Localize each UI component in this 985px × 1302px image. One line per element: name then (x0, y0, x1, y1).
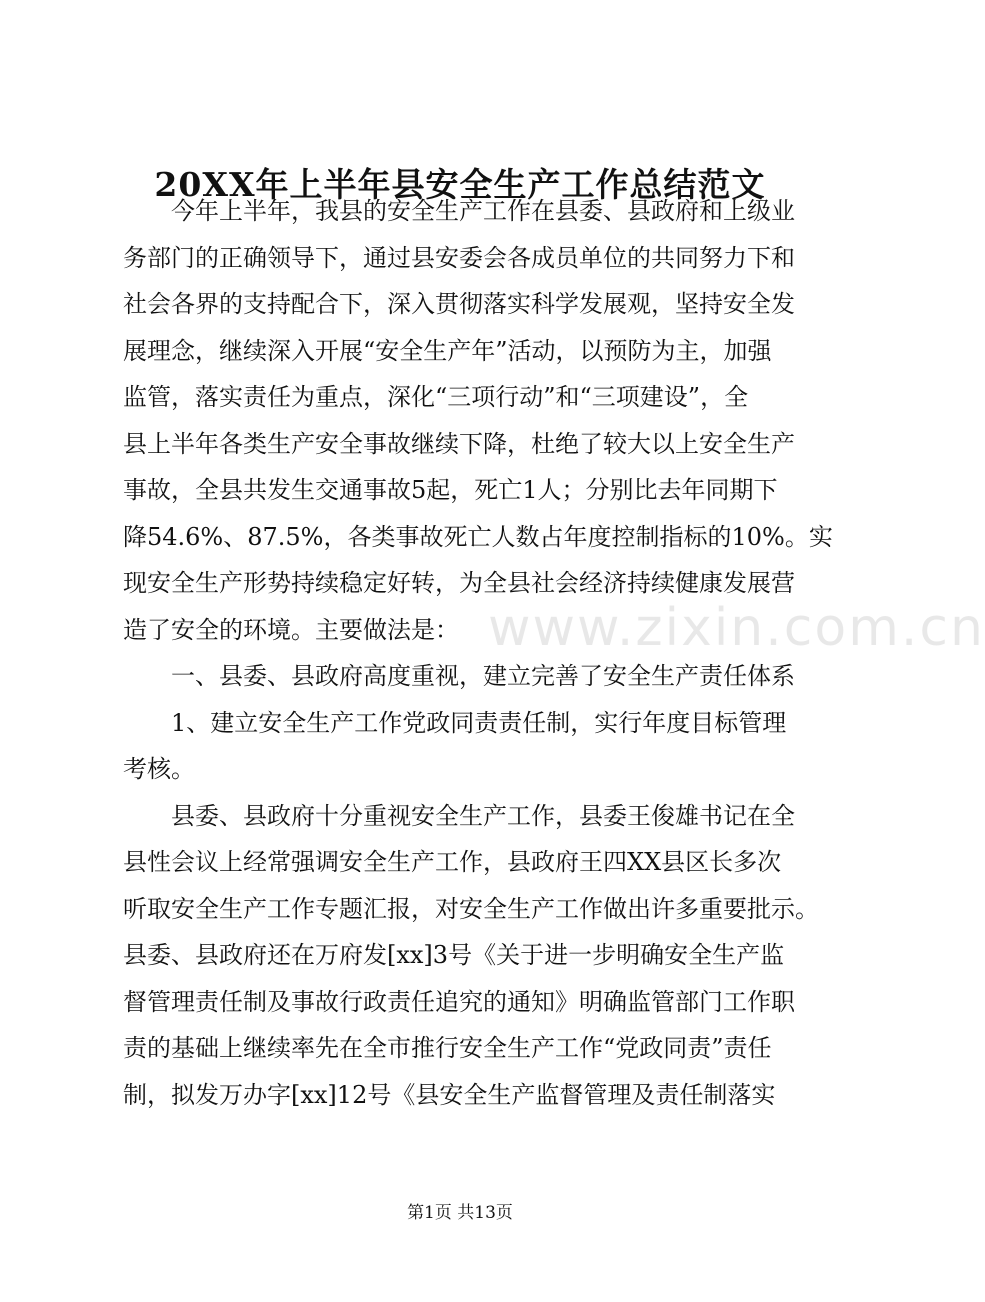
body-line: 督管理责任制及事故行政责任追究的通知》明确监管部门工作职 (123, 987, 795, 1016)
body-line: 县委、县政府十分重视安全生产工作，县委王俊雄书记在全 (123, 801, 795, 830)
body-line: 降54.6%、87.5%，各类事故死亡人数占年度控制指标的10%。实 (123, 522, 833, 551)
body-line: 县上半年各类生产安全事故继续下降，杜绝了较大以上安全生产 (123, 429, 795, 458)
body-line: 县委、县政府还在万府发[xx]3号《关于进一步明确安全生产监 (123, 941, 785, 969)
body-line: 制，拟发万办字[xx]12号《县安全生产监督管理及责任制落实 (123, 1080, 776, 1109)
section-heading: 一、县委、县政府高度重视，建立完善了安全生产责任体系 (123, 662, 795, 690)
body-line: 责的基础上继续率先在全市推行安全生产工作“党政同责”责任 (123, 1034, 772, 1062)
body-line: 事故，全县共发生交通事故5起，死亡1人；分别比去年同期下 (123, 476, 778, 504)
body-line: 务部门的正确领导下，通过县安委会各成员单位的共同努力下和 (123, 243, 795, 272)
body-line: 现安全生产形势持续稳定好转，为全县社会经济持续健康发展营 (123, 569, 795, 597)
body-line: 今年上半年，我县的安全生产工作在县委、县政府和上级业 (123, 197, 795, 225)
document-title: 20XX年上半年县安全生产工作总结范文 (154, 165, 766, 204)
watermark: www.zixin.com.cn (488, 598, 985, 658)
body-line: 展理念，继续深入开展“安全生产年”活动，以预防为主，加强 (123, 336, 772, 365)
page-number-footer: 第1页 共13页 (407, 1203, 513, 1223)
body-line: 考核。 (123, 755, 195, 783)
body-line: 社会各界的支持配合下，深入贯彻落实科学发展观，坚持安全发 (123, 290, 795, 318)
body-line: 听取安全生产工作专题汇报，对安全生产工作做出许多重要批示。 (123, 894, 819, 923)
body-line: 县性会议上经常强调安全生产工作，县政府王四XX县区长多次 (123, 848, 782, 876)
subsection-heading: 1、建立安全生产工作党政同责责任制，实行年度目标管理 (123, 708, 787, 737)
body-line: 造了安全的环境。主要做法是： (123, 615, 459, 644)
body-line: 监管，落实责任为重点，深化“三项行动”和“三项建设”，全 (123, 383, 749, 411)
